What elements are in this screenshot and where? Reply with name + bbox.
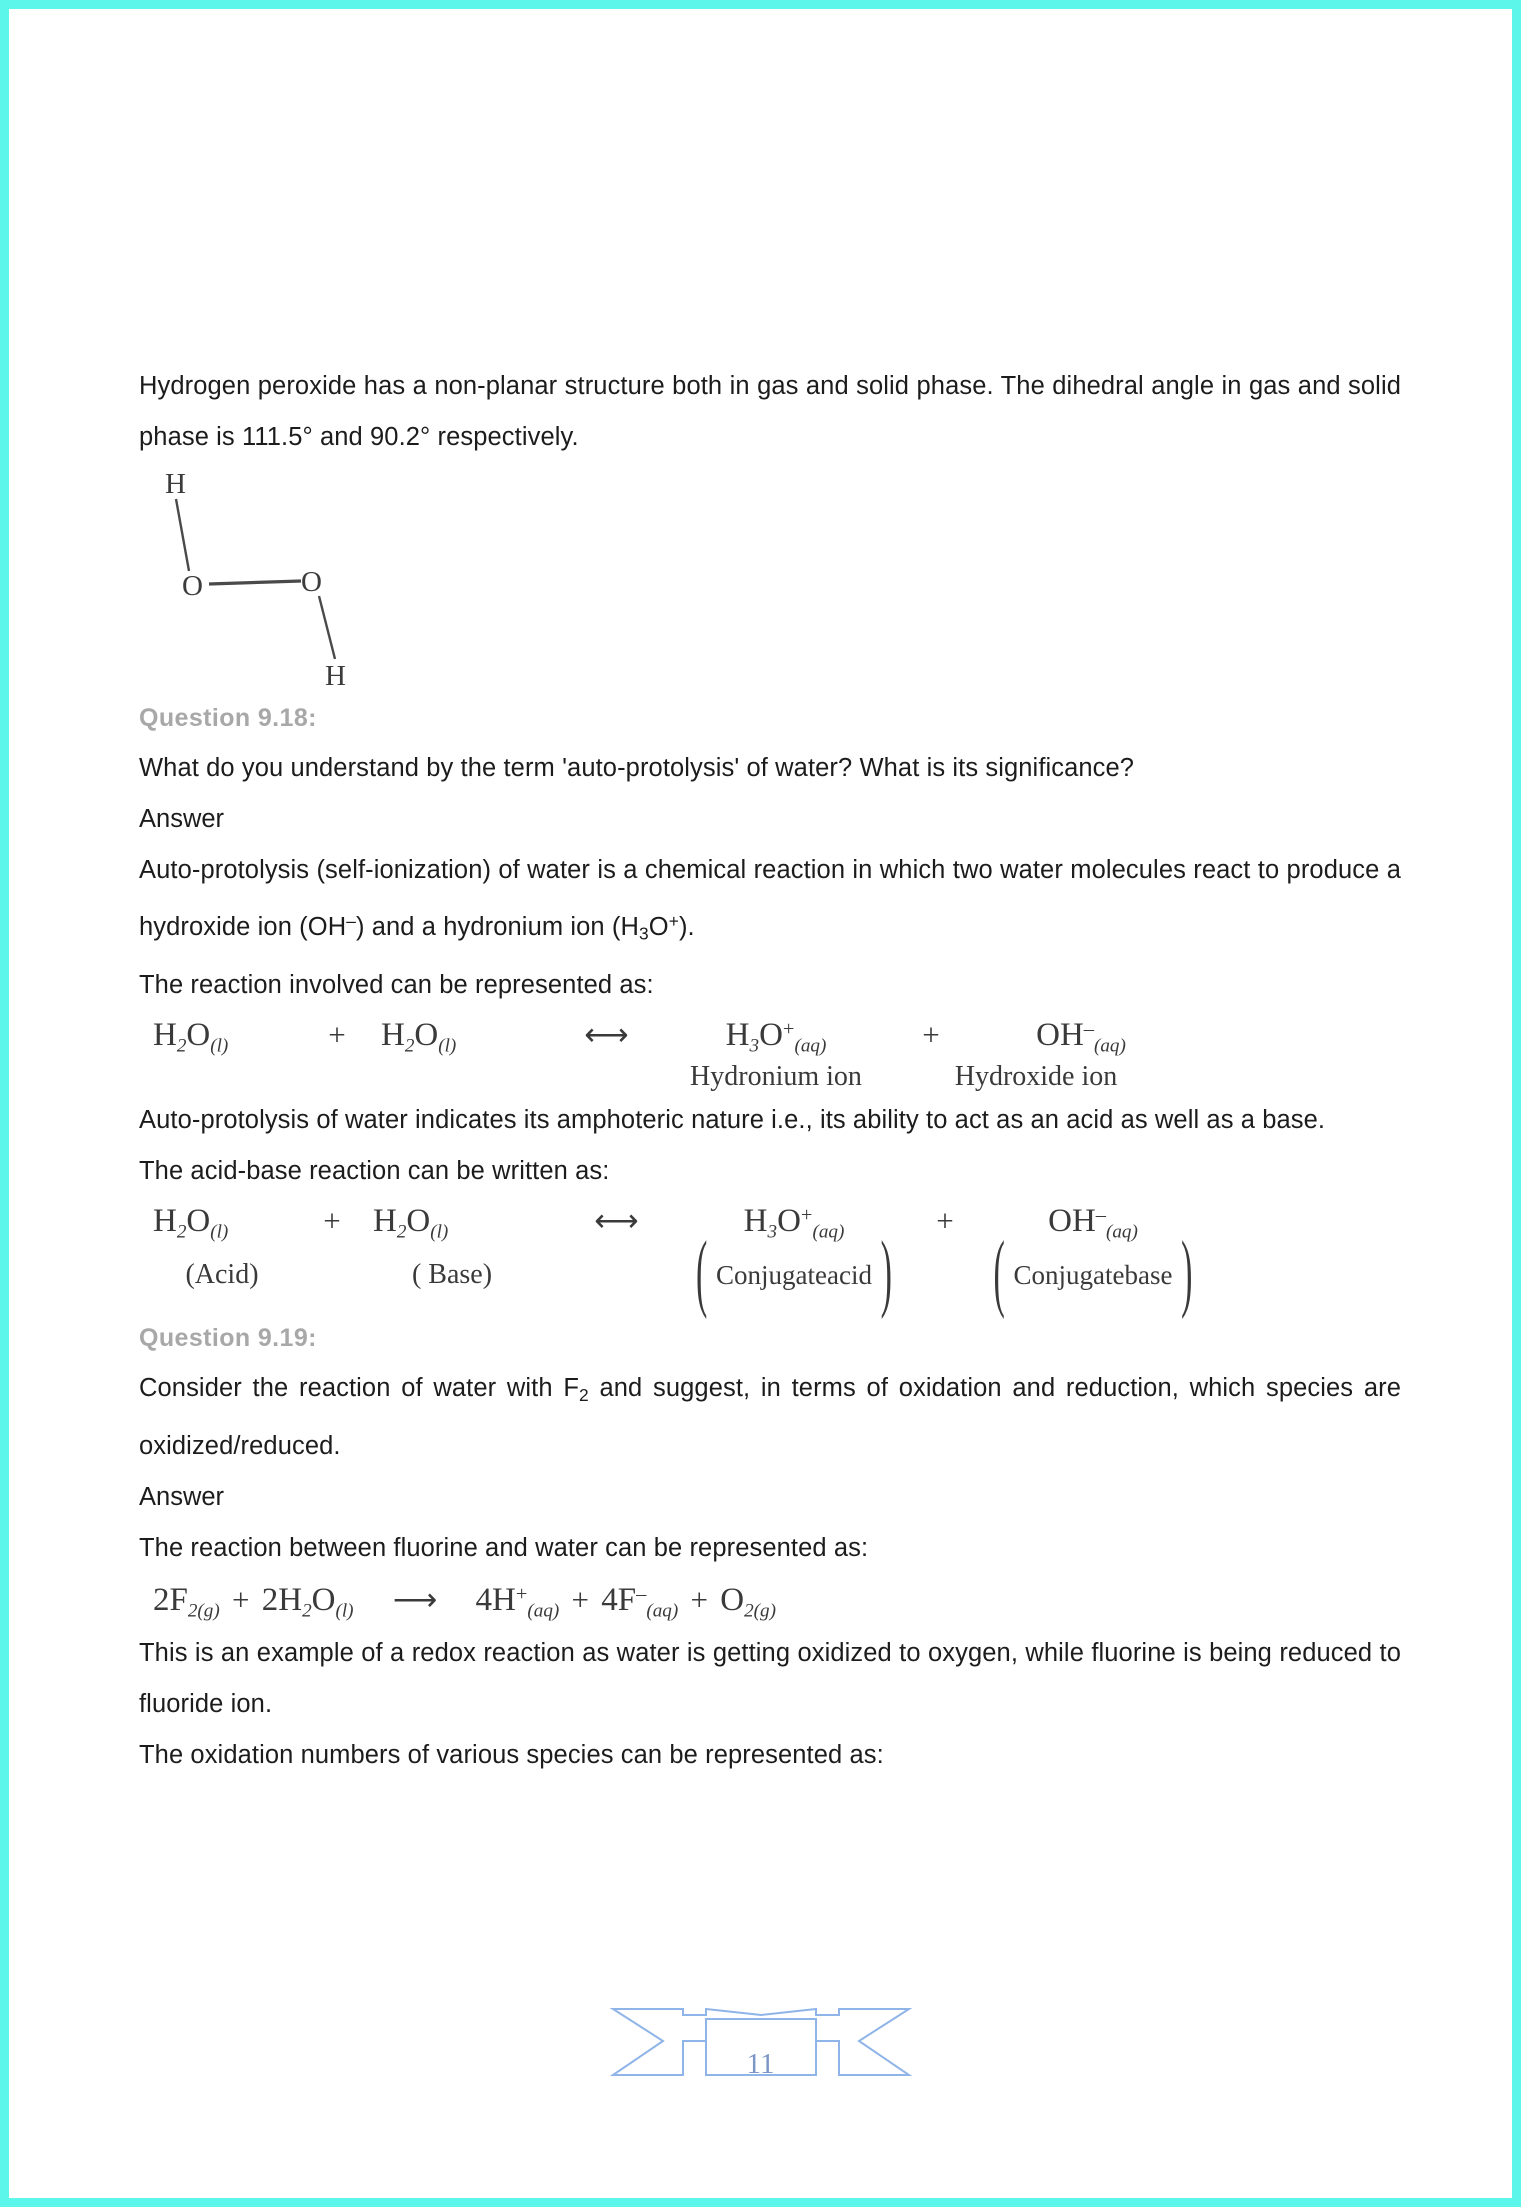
- eq1-h3o-sub: 3: [749, 1034, 760, 1056]
- eq3-f-coef: 4: [601, 1582, 618, 1619]
- eq2-equilibrium-arrow-icon: ⟷: [594, 1202, 638, 1238]
- eq1-label-hydroxide: Hydroxide ion: [954, 1060, 1118, 1092]
- ans918-p1-seg-a: Auto-protolysis (self-ionization) of water is a chemical reaction in which two water molecules react to produce a hydroxide ion (OH: [139, 856, 1401, 941]
- eq2-w2-state: (l): [430, 1221, 449, 1243]
- ans918-p1-seg-d: ).: [678, 912, 695, 941]
- q919-seg-a: Consider the reaction of water with F: [139, 1374, 580, 1403]
- eq1-water-1: [153, 1017, 293, 1057]
- eq1-water-2: [381, 1017, 531, 1057]
- equation-2-row: [153, 1203, 1401, 1243]
- bond-h-o-left: [176, 499, 189, 571]
- eq2-label-base: ( Base): [411, 1259, 493, 1291]
- eq2-w1-sub: 2: [176, 1221, 187, 1243]
- eq3-o2: O: [720, 1582, 745, 1619]
- eq3-f2-coef: 2: [153, 1582, 170, 1619]
- ans918-p1-seg-c: O: [648, 912, 669, 941]
- eq1-h3o-h: H: [725, 1016, 750, 1053]
- intro-paragraph: Hydrogen peroxide has a non-planar structure both in gas and solid phase. The dihedral angle in gas and solid phase is 111.5° and 90.2° respectively.: [139, 372, 1401, 451]
- question-919-answer-label: Answer: [139, 1483, 225, 1512]
- eq2-w1-o: O: [186, 1202, 211, 1239]
- eq2-h3o-o: O: [777, 1202, 801, 1239]
- eq3-f2-state: 2(g): [187, 1600, 220, 1622]
- eq2-water-2: [373, 1203, 531, 1243]
- eq1-label-hydronium: Hydronium ion: [690, 1060, 862, 1092]
- eq2-w1-h: H: [153, 1202, 177, 1239]
- eq2-h3o-state: (aq): [812, 1221, 845, 1243]
- eq3-plus-2: +: [571, 1582, 590, 1618]
- eq2-conj-base-line1: ( Conjugate: [1013, 1260, 1125, 1291]
- eq2-water-1: [153, 1203, 291, 1243]
- eq2-plus-1: +: [323, 1202, 341, 1238]
- equation-2-label-row: [153, 1255, 1401, 1295]
- ans918-p1-h3o-sub: 3: [639, 923, 649, 944]
- eq3-fluoride: [601, 1582, 678, 1622]
- eq2-w1-state: (l): [210, 1221, 229, 1243]
- eq1-w1-h: H: [153, 1016, 177, 1053]
- eq2-conj-acid-line2: acid: [827, 1260, 872, 1291]
- equation-3-row: [153, 1582, 1401, 1622]
- page-body: [9, 9, 1512, 2198]
- eq2-plus-2: +: [936, 1202, 954, 1238]
- question-919-answer-paragraph-1: This is an example of a redox reaction as water is getting oxidized to oxygen, while fluorine is being reduced to fluoride ion.: [139, 1639, 1401, 1719]
- eq1-h3o-charge: +: [782, 1017, 795, 1040]
- eq3-f-charge: –: [636, 1582, 647, 1605]
- bond-o-h-right: [319, 596, 335, 659]
- eq1-plus-2: +: [922, 1016, 940, 1052]
- ans918-p1-hydroxide-charge: –: [346, 911, 356, 931]
- eq2-w2-sub: 2: [396, 1221, 407, 1243]
- eq2-conj-acid-line1: ( Conjugate: [716, 1260, 827, 1291]
- eq2-oh-charge: –: [1095, 1203, 1106, 1226]
- eq3-h2o-state: (l): [335, 1600, 354, 1622]
- eq2-w2-h: H: [373, 1202, 397, 1239]
- eq3-water: [262, 1582, 354, 1622]
- eq2-oh: OH: [1048, 1202, 1096, 1239]
- eq3-proton: [476, 1582, 560, 1622]
- question-919-heading: Question 9.19:: [139, 1324, 317, 1353]
- eq1-hydronium: [681, 1017, 871, 1057]
- h2o2-structure-svg: [141, 463, 441, 692]
- eq3-o2-state: 2(g): [744, 1600, 776, 1622]
- eq1-w2-h: H: [381, 1016, 405, 1053]
- eq2-label-conjugate-acid: [690, 1255, 898, 1295]
- eq1-w2-o: O: [414, 1016, 439, 1053]
- question-918-lead-in-2: The acid-base reaction can be written as:: [139, 1156, 610, 1185]
- eq3-h2o-o: O: [311, 1582, 336, 1619]
- eq3-h-state: (aq): [527, 1600, 560, 1622]
- eq3-f: F: [617, 1582, 637, 1619]
- eq3-plus-3: +: [690, 1582, 708, 1618]
- eq2-h3o-charge: +: [800, 1203, 813, 1226]
- eq1-w2-sub: 2: [404, 1034, 415, 1056]
- eq3-h2o-coef: 2: [261, 1582, 279, 1619]
- page-number-ribbon: [611, 2001, 911, 2111]
- eq1-h3o-state: (aq): [794, 1034, 827, 1056]
- question-918-answer-paragraph-2: Auto-protolysis of water indicates its amphoteric nature i.e., its ability to act as an acid as well as a base.: [139, 1105, 1326, 1134]
- equation-1-label-row: [153, 1061, 1401, 1093]
- question-918-answer-paragraph-1: [139, 845, 1401, 960]
- eq1-hydroxide: [991, 1017, 1171, 1057]
- eq3-f-state: (aq): [646, 1600, 679, 1622]
- hydrogen-peroxide-structure-diagram: [141, 463, 441, 692]
- atom-label-h-bottom: H: [325, 660, 346, 692]
- eq1-equilibrium-arrow-icon: ⟷: [584, 1016, 628, 1052]
- eq3-reaction-arrow-icon: ⟶: [392, 1582, 437, 1618]
- document-content: [139, 361, 1401, 1781]
- eq2-oh-state: (aq): [1106, 1221, 1138, 1243]
- eq1-plus-1: +: [328, 1016, 346, 1052]
- question-918-heading: Question 9.18:: [139, 704, 317, 732]
- eq2-conj-base-line2: base: [1124, 1260, 1173, 1291]
- ans918-p1-seg-b: ) and a hydronium ion (H: [355, 912, 640, 941]
- eq3-f2-f: F: [169, 1582, 188, 1619]
- equation-1-row: [153, 1017, 1401, 1057]
- eq2-label-conjugate-base: [988, 1255, 1199, 1295]
- bond-o-o: [209, 581, 301, 584]
- eq1-w2-state: (l): [438, 1034, 457, 1056]
- eq2-w2-o: O: [406, 1202, 431, 1239]
- eq2-label-acid: (Acid): [185, 1259, 259, 1291]
- eq2-h3o-h: H: [743, 1202, 768, 1239]
- eq3-fluorine: [153, 1582, 220, 1622]
- question-918-lead-in-1: The reaction involved can be represented as:: [139, 970, 654, 999]
- eq3-h2o-sub: 2: [302, 1600, 312, 1622]
- question-918-text: What do you understand by the term 'auto-protolysis' of water? What is its significance?: [139, 754, 1135, 782]
- q919-f2-sub: 2: [579, 1385, 589, 1406]
- eq1-w1-o: O: [186, 1016, 211, 1053]
- question-919-lead-in-2: The oxidation numbers of various species can be represented as:: [139, 1741, 884, 1770]
- question-919-lead-in-1: The reaction between fluorine and water can be represented as:: [139, 1534, 869, 1563]
- page-number-label: 11: [746, 2047, 775, 2080]
- eq3-h: H: [492, 1582, 516, 1619]
- eq1-oh-state: (aq): [1094, 1034, 1126, 1056]
- eq1-w1-state: (l): [210, 1034, 229, 1056]
- question-919-text: [139, 1363, 1401, 1472]
- eq3-oxygen: [720, 1582, 776, 1622]
- eq2-h3o-sub: 3: [767, 1221, 778, 1243]
- ans918-p1-h3o-charge: +: [668, 911, 679, 931]
- eq1-w1-sub: 2: [176, 1034, 187, 1056]
- question-918-answer-label: Answer: [139, 805, 225, 833]
- eq1-oh-charge: –: [1083, 1017, 1094, 1040]
- equation-auto-protolysis: [139, 1017, 1401, 1093]
- atom-label-o-left: O: [182, 570, 203, 602]
- atom-label-h-top: H: [165, 468, 186, 500]
- eq1-oh: OH: [1036, 1016, 1084, 1053]
- equation-acid-base: [139, 1203, 1401, 1295]
- eq2-hydroxide: [1003, 1203, 1183, 1243]
- eq3-h-coef: 4: [475, 1582, 493, 1619]
- eq3-plus-1: +: [231, 1582, 250, 1618]
- eq1-h3o-o: O: [759, 1016, 783, 1053]
- eq3-h2o-h: H: [278, 1582, 303, 1619]
- eq3-h-charge: +: [515, 1582, 528, 1605]
- q919-seg-b: and suggest, in terms of oxidation and reduction, which species are oxidized/reduced.: [139, 1374, 1401, 1461]
- atom-label-o-right: O: [301, 566, 322, 598]
- eq2-hydronium: [701, 1203, 887, 1243]
- equation-fluorine-water: [139, 1582, 1401, 1622]
